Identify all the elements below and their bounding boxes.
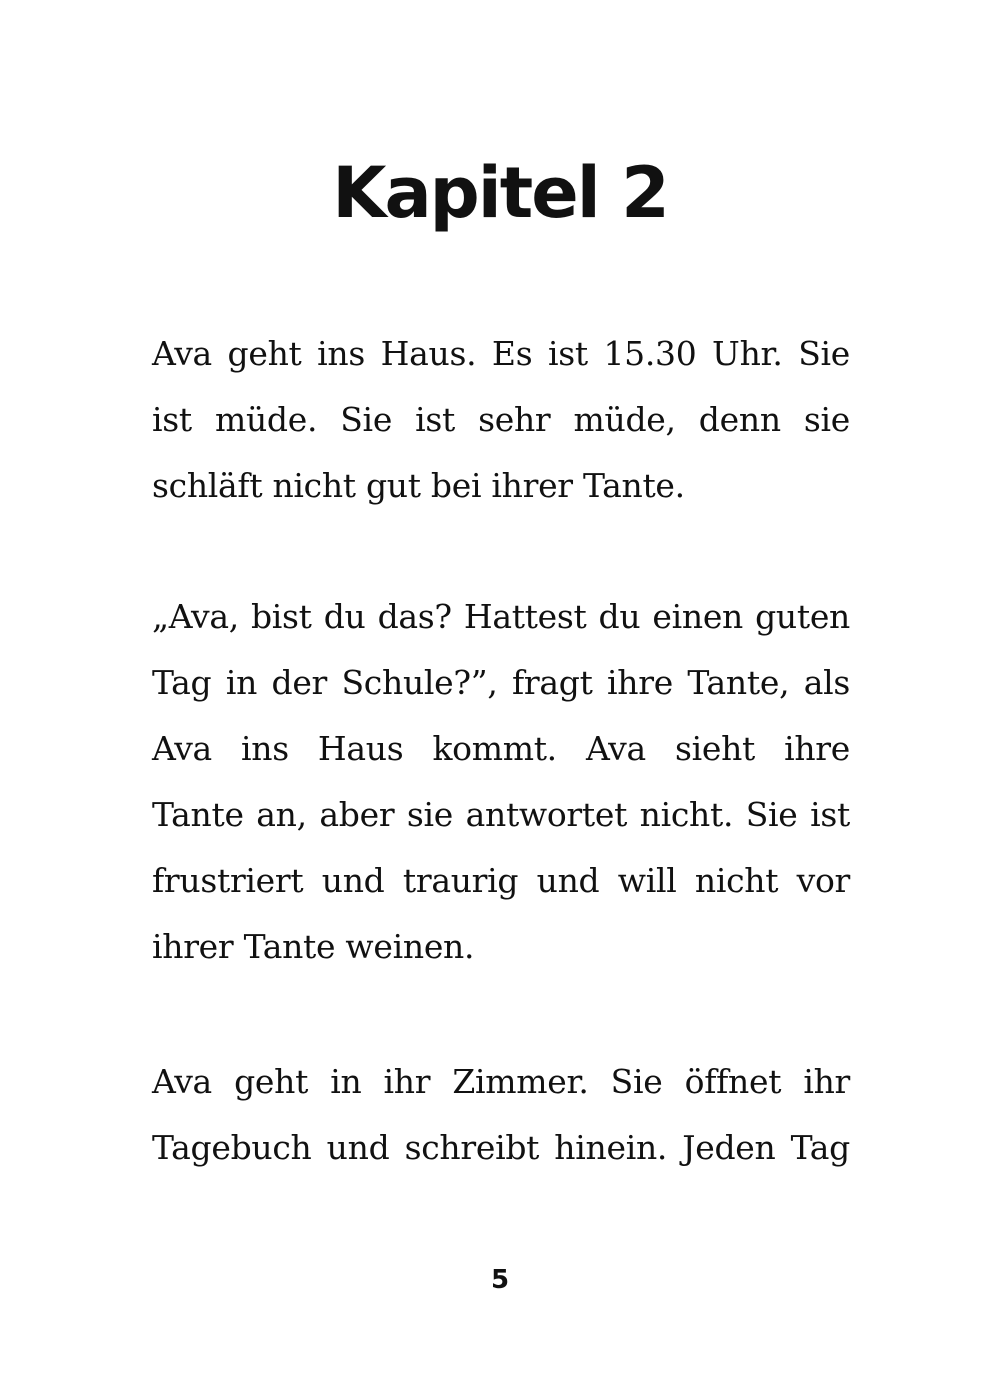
text-line: ist müde. Sie ist sehr müde, denn sie <box>152 400 850 439</box>
text-line: Ava geht ins Haus. Es ist 15.30 Uhr. Sie <box>152 334 850 373</box>
text-line: Ava geht in ihr Zimmer. Sie öffnet ihr <box>152 1062 850 1101</box>
paragraph-1 <box>152 321 850 519</box>
text-line: Ava ins Haus kommt. Ava sieht ihre <box>152 729 850 768</box>
paragraph-2 <box>152 584 850 980</box>
chapter-title: Kapitel 2 <box>332 152 668 234</box>
text-line: schläft nicht gut bei ihrer Tante. <box>152 466 685 505</box>
text-line: Tagebuch und schreibt hinein. Jeden Tag <box>152 1128 850 1167</box>
text-line: frustriert und traurig und will nicht vor <box>152 861 850 900</box>
page-number: 5 <box>490 1265 510 1295</box>
text-line: Tante an, aber sie antwortet nicht. Sie ist <box>152 795 850 834</box>
text-line: ihrer Tante weinen. <box>152 927 475 966</box>
paragraph-3 <box>152 1049 850 1181</box>
text-line: „Ava, bist du das? Hattest du einen guten <box>152 597 850 636</box>
text-line: Tag in der Schule?”, fragt ihre Tante, als <box>152 663 850 702</box>
